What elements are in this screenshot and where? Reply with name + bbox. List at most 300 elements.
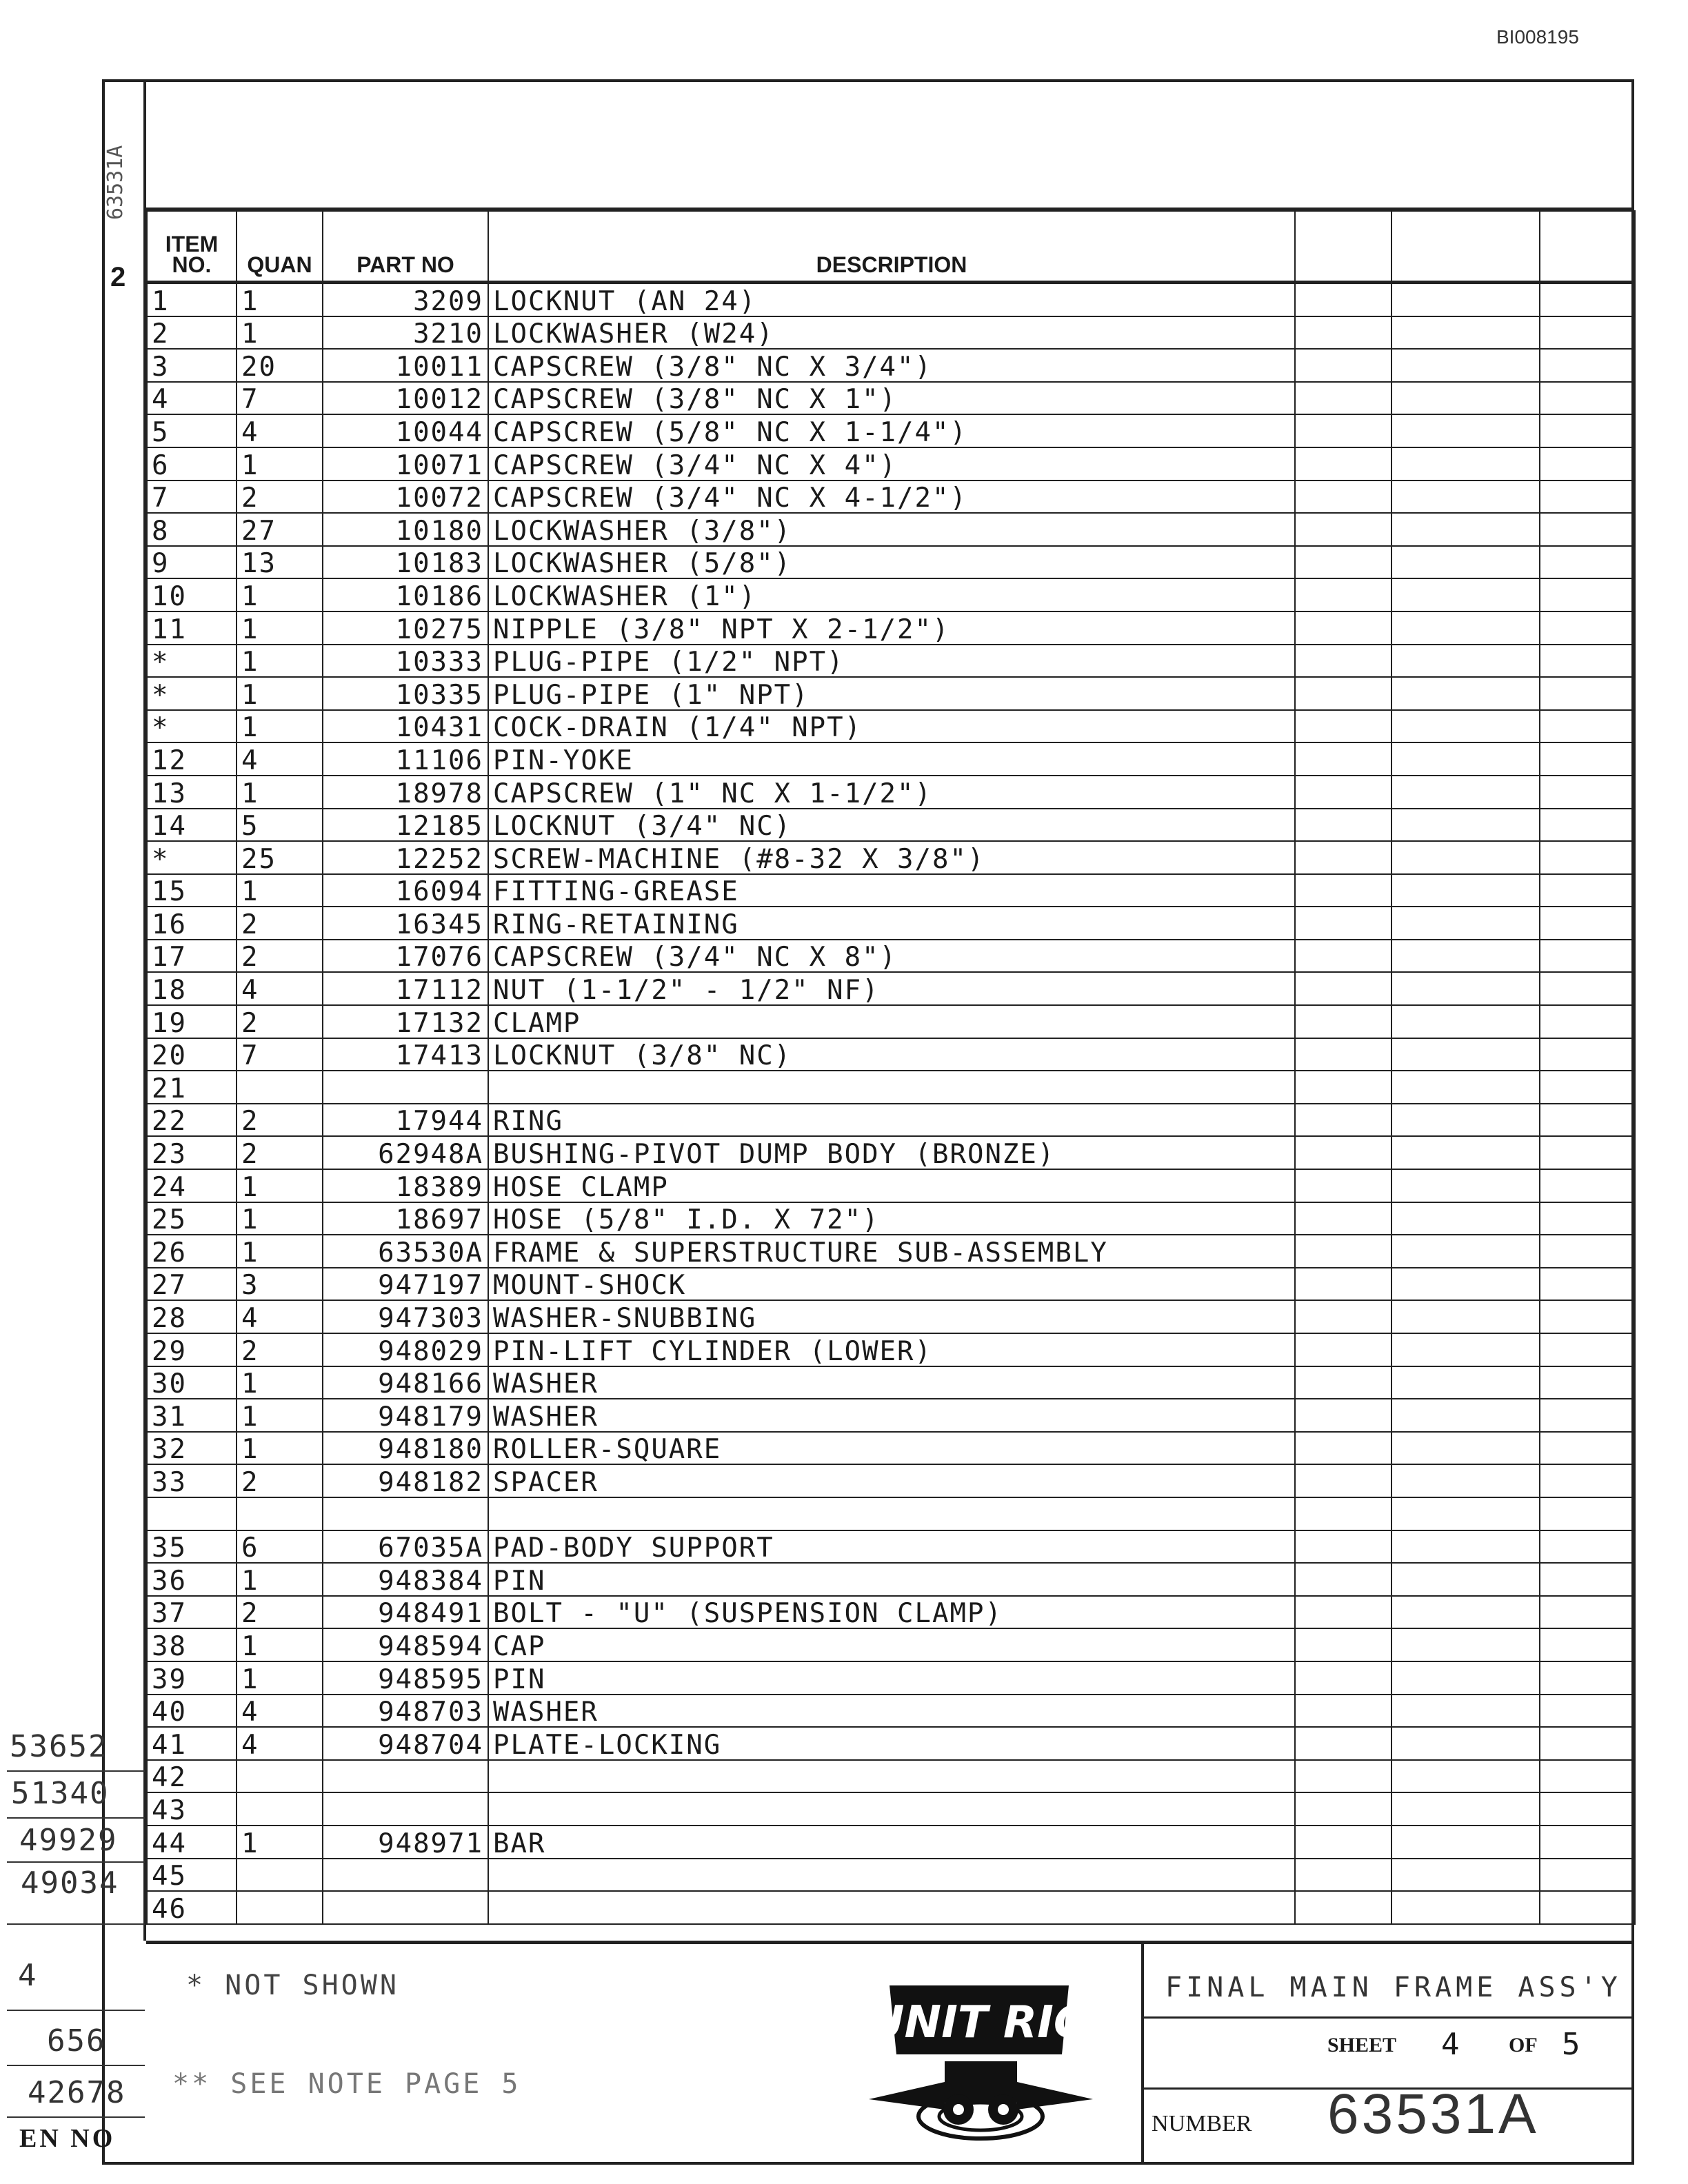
- item-no-cell: [147, 1497, 237, 1530]
- description-cell: LOCKWASHER (3/8"): [488, 513, 1295, 546]
- extra-cell-3: [1540, 1104, 1635, 1137]
- extra-cell-2: [1391, 1792, 1540, 1826]
- quantity-cell: 1: [237, 1432, 323, 1465]
- extra-cell-1: [1295, 1399, 1391, 1432]
- part-no-cell: [323, 1891, 488, 1924]
- sheet-number: 4: [1441, 2027, 1460, 2062]
- part-no-cell: [323, 1071, 488, 1104]
- quantity-cell: 1: [237, 1366, 323, 1399]
- extra-cell-2: [1391, 874, 1540, 907]
- extra-cell-3: [1540, 710, 1635, 743]
- part-no-cell: 10044: [323, 414, 488, 447]
- extra-cell-2: [1391, 1628, 1540, 1661]
- part-no-cell: 3209: [323, 283, 488, 316]
- item-no-cell: 12: [147, 742, 237, 776]
- extra-cell-3: [1540, 283, 1635, 316]
- part-no-cell: [323, 1497, 488, 1530]
- item-no-cell: 2: [147, 316, 237, 350]
- extra-cell-2: [1391, 1071, 1540, 1104]
- part-no-cell: 948491: [323, 1596, 488, 1629]
- part-no-cell: 12252: [323, 841, 488, 874]
- extra-cell-3: [1540, 1826, 1635, 1859]
- extra-cell-2: [1391, 677, 1540, 710]
- extra-cell-1: [1295, 513, 1391, 546]
- extra-cell-2: [1391, 1530, 1540, 1564]
- extra-cell-1: [1295, 1268, 1391, 1301]
- item-no-cell: 21: [147, 1071, 237, 1104]
- item-no-cell: *: [147, 710, 237, 743]
- table-row: [147, 1628, 1635, 1661]
- quantity-cell: 1: [237, 283, 323, 316]
- quantity-cell: [237, 1071, 323, 1104]
- drawing-title: FINAL MAIN FRAME ASS'Y: [1165, 1972, 1622, 2003]
- quantity-cell: 13: [237, 546, 323, 579]
- item-no-cell: 3: [147, 349, 237, 382]
- table-row: [147, 1826, 1635, 1859]
- extra-cell-3: [1540, 1792, 1635, 1826]
- extra-cell-2: [1391, 414, 1540, 447]
- part-no-cell: [323, 1792, 488, 1826]
- item-no-cell: 27: [147, 1268, 237, 1301]
- part-no-cell: 10186: [323, 578, 488, 611]
- item-no-cell: 18: [147, 972, 237, 1005]
- part-no-cell: 67035A: [323, 1530, 488, 1564]
- extra-cell-3: [1540, 1005, 1635, 1038]
- quantity-cell: 2: [237, 940, 323, 973]
- quantity-cell: 27: [237, 513, 323, 546]
- part-no-cell: 947303: [323, 1300, 488, 1333]
- parts-rows: [147, 283, 1635, 1924]
- quantity-cell: [237, 1760, 323, 1793]
- header-quan: QUAN: [237, 211, 323, 283]
- extra-cell-1: [1295, 1826, 1391, 1859]
- description-cell: COCK-DRAIN (1/4" NPT): [488, 710, 1295, 743]
- extra-cell-1: [1295, 382, 1391, 415]
- extra-cell-2: [1391, 578, 1540, 611]
- description-cell: SCREW-MACHINE (#8-32 X 3/8"): [488, 841, 1295, 874]
- description-cell: CAPSCREW (3/8" NC X 3/4"): [488, 349, 1295, 382]
- table-row: [147, 1169, 1635, 1202]
- margin-line: [7, 1861, 145, 1863]
- extra-cell-2: [1391, 1169, 1540, 1202]
- extra-cell-1: [1295, 1333, 1391, 1366]
- quantity-cell: 5: [237, 809, 323, 842]
- parts-list-table: [146, 210, 1636, 1925]
- item-no-cell: 42: [147, 1760, 237, 1793]
- extra-cell-3: [1540, 1661, 1635, 1695]
- quantity-cell: 1: [237, 1628, 323, 1661]
- part-no-cell: 17132: [323, 1005, 488, 1038]
- header-description: DESCRIPTION: [488, 211, 1295, 283]
- extra-cell-1: [1295, 742, 1391, 776]
- item-no-cell: 24: [147, 1169, 237, 1202]
- extra-cell-3: [1540, 1695, 1635, 1728]
- extra-cell-3: [1540, 1038, 1635, 1071]
- part-no-cell: 948182: [323, 1464, 488, 1497]
- extra-cell-3: [1540, 546, 1635, 579]
- sheet-label: SHEET: [1327, 2034, 1397, 2056]
- margin-change-number: 656: [47, 2023, 106, 2059]
- quantity-cell: [237, 1497, 323, 1530]
- extra-cell-3: [1540, 1891, 1635, 1924]
- description-cell: PIN: [488, 1661, 1295, 1695]
- extra-cell-3: [1540, 349, 1635, 382]
- extra-cell-1: [1295, 349, 1391, 382]
- description-cell: SPACER: [488, 1464, 1295, 1497]
- margin-line: [7, 1817, 145, 1819]
- note-see-page: ** SEE NOTE PAGE 5: [172, 2068, 521, 2100]
- item-no-cell: 35: [147, 1530, 237, 1564]
- extra-cell-1: [1295, 907, 1391, 940]
- table-row: [147, 513, 1635, 546]
- part-no-cell: 10011: [323, 349, 488, 382]
- extra-cell-2: [1391, 1202, 1540, 1235]
- quantity-cell: 1: [237, 1563, 323, 1596]
- table-row: [147, 611, 1635, 645]
- extra-cell-1: [1295, 1661, 1391, 1695]
- extra-cell-2: [1391, 1464, 1540, 1497]
- table-row: [147, 1104, 1635, 1137]
- item-no-cell: 26: [147, 1235, 237, 1268]
- part-no-cell: 948704: [323, 1727, 488, 1760]
- unit-rig-logo-icon: [862, 1972, 1100, 2147]
- table-row: [147, 907, 1635, 940]
- description-cell: [488, 1071, 1295, 1104]
- item-no-cell: 30: [147, 1366, 237, 1399]
- description-cell: WASHER: [488, 1695, 1295, 1728]
- extra-cell-2: [1391, 1366, 1540, 1399]
- item-no-cell: 11: [147, 611, 237, 645]
- extra-cell-1: [1295, 611, 1391, 645]
- extra-cell-2: [1391, 645, 1540, 678]
- margin-change-number: 4: [18, 1958, 38, 1993]
- extra-cell-1: [1295, 1038, 1391, 1071]
- description-cell: BAR: [488, 1826, 1295, 1859]
- extra-cell-2: [1391, 1235, 1540, 1268]
- part-no-cell: 62948A: [323, 1136, 488, 1169]
- header-part-no: PART NO: [323, 211, 488, 283]
- extra-cell-3: [1540, 1859, 1635, 1892]
- extra-cell-2: [1391, 1432, 1540, 1465]
- table-row: [147, 645, 1635, 678]
- extra-cell-2: [1391, 1300, 1540, 1333]
- part-no-cell: 10012: [323, 382, 488, 415]
- extra-cell-1: [1295, 1071, 1391, 1104]
- part-no-cell: 10071: [323, 447, 488, 481]
- item-no-cell: 45: [147, 1859, 237, 1892]
- of-label: OF: [1509, 2034, 1538, 2056]
- table-row: [147, 1432, 1635, 1465]
- description-cell: LOCKWASHER (W24): [488, 316, 1295, 350]
- extra-cell-3: [1540, 481, 1635, 514]
- table-header-row: [147, 211, 1635, 283]
- extra-cell-1: [1295, 447, 1391, 481]
- extra-cell-3: [1540, 1300, 1635, 1333]
- table-row: [147, 1235, 1635, 1268]
- extra-cell-3: [1540, 776, 1635, 809]
- part-no-cell: 17944: [323, 1104, 488, 1137]
- extra-cell-2: [1391, 283, 1540, 316]
- extra-cell-1: [1295, 316, 1391, 350]
- part-no-cell: 17112: [323, 972, 488, 1005]
- description-cell: [488, 1760, 1295, 1793]
- description-cell: FITTING-GREASE: [488, 874, 1295, 907]
- item-no-cell: 13: [147, 776, 237, 809]
- table-row: [147, 710, 1635, 743]
- part-no-cell: 10333: [323, 645, 488, 678]
- extra-cell-1: [1295, 283, 1391, 316]
- extra-cell-3: [1540, 611, 1635, 645]
- margin-line: [7, 1770, 145, 1772]
- table-row: [147, 1005, 1635, 1038]
- description-cell: PLATE-LOCKING: [488, 1727, 1295, 1760]
- extra-cell-3: [1540, 972, 1635, 1005]
- table-row: [147, 1038, 1635, 1071]
- description-cell: FRAME & SUPERSTRUCTURE SUB-ASSEMBLY: [488, 1235, 1295, 1268]
- extra-cell-1: [1295, 1366, 1391, 1399]
- part-no-cell: 948595: [323, 1661, 488, 1695]
- description-cell: CAPSCREW (5/8" NC X 1-1/4"): [488, 414, 1295, 447]
- extra-cell-2: [1391, 1859, 1540, 1892]
- extra-cell-3: [1540, 513, 1635, 546]
- margin-change-number: 53652: [10, 1729, 108, 1764]
- quantity-cell: 1: [237, 710, 323, 743]
- extra-cell-1: [1295, 874, 1391, 907]
- extra-cell-1: [1295, 1497, 1391, 1530]
- extra-cell-1: [1295, 841, 1391, 874]
- extra-cell-3: [1540, 1071, 1635, 1104]
- extra-cell-2: [1391, 1497, 1540, 1530]
- part-no-cell: 18389: [323, 1169, 488, 1202]
- extra-cell-3: [1540, 1727, 1635, 1760]
- extra-cell-1: [1295, 776, 1391, 809]
- extra-cell-2: [1391, 382, 1540, 415]
- extra-cell-1: [1295, 414, 1391, 447]
- header-area: [146, 79, 1634, 210]
- quantity-cell: [237, 1792, 323, 1826]
- item-no-cell: *: [147, 677, 237, 710]
- item-no-cell: 41: [147, 1727, 237, 1760]
- title-divider: [1141, 2016, 1634, 2019]
- extra-cell-1: [1295, 1005, 1391, 1038]
- drawing-number: 63531A: [1327, 2083, 1539, 2145]
- quantity-cell: 1: [237, 1202, 323, 1235]
- extra-cell-3: [1540, 1333, 1635, 1366]
- table-row: [147, 1563, 1635, 1596]
- table-row: [147, 1202, 1635, 1235]
- part-no-cell: 948703: [323, 1695, 488, 1728]
- part-no-cell: 947197: [323, 1268, 488, 1301]
- table-row: [147, 1596, 1635, 1629]
- part-no-cell: 3210: [323, 316, 488, 350]
- extra-cell-2: [1391, 1826, 1540, 1859]
- margin-line: [7, 2065, 145, 2066]
- item-no-cell: 33: [147, 1464, 237, 1497]
- extra-cell-2: [1391, 1695, 1540, 1728]
- item-no-cell: 20: [147, 1038, 237, 1071]
- extra-cell-3: [1540, 940, 1635, 973]
- quantity-cell: 20: [237, 349, 323, 382]
- item-no-cell: 37: [147, 1596, 237, 1629]
- table-row: [147, 874, 1635, 907]
- extra-cell-1: [1295, 1202, 1391, 1235]
- part-no-cell: 16345: [323, 907, 488, 940]
- extra-cell-2: [1391, 907, 1540, 940]
- item-no-cell: 15: [147, 874, 237, 907]
- quantity-cell: 1: [237, 645, 323, 678]
- quantity-cell: 1: [237, 1169, 323, 1202]
- description-cell: LOCKNUT (3/4" NC): [488, 809, 1295, 842]
- extra-cell-3: [1540, 907, 1635, 940]
- description-cell: LOCKWASHER (1"): [488, 578, 1295, 611]
- extra-cell-2: [1391, 1760, 1540, 1793]
- margin-change-number: 51340: [11, 1776, 110, 1811]
- description-cell: WASHER: [488, 1399, 1295, 1432]
- description-cell: BUSHING-PIVOT DUMP BODY (BRONZE): [488, 1136, 1295, 1169]
- part-no-cell: 18697: [323, 1202, 488, 1235]
- extra-cell-1: [1295, 1104, 1391, 1137]
- part-no-cell: 948180: [323, 1432, 488, 1465]
- table-row: [147, 1891, 1635, 1924]
- table-row: [147, 349, 1635, 382]
- extra-cell-1: [1295, 940, 1391, 973]
- table-row: [147, 1333, 1635, 1366]
- table-row: [147, 1497, 1635, 1530]
- extra-cell-2: [1391, 1005, 1540, 1038]
- item-no-cell: 43: [147, 1792, 237, 1826]
- table-row: [147, 316, 1635, 350]
- quantity-cell: 4: [237, 1300, 323, 1333]
- part-no-cell: 10183: [323, 546, 488, 579]
- item-no-cell: 44: [147, 1826, 237, 1859]
- item-no-cell: 7: [147, 481, 237, 514]
- extra-cell-2: [1391, 481, 1540, 514]
- extra-cell-1: [1295, 677, 1391, 710]
- logo-text: UNIT RIG: [868, 1997, 1090, 2048]
- table-row: [147, 1727, 1635, 1760]
- extra-cell-2: [1391, 809, 1540, 842]
- table-row: [147, 1464, 1635, 1497]
- extra-cell-1: [1295, 1792, 1391, 1826]
- extra-cell-1: [1295, 1235, 1391, 1268]
- description-cell: WASHER: [488, 1366, 1295, 1399]
- item-no-cell: *: [147, 841, 237, 874]
- description-cell: CAP: [488, 1628, 1295, 1661]
- extra-cell-3: [1540, 1169, 1635, 1202]
- quantity-cell: [237, 1891, 323, 1924]
- quantity-cell: 1: [237, 611, 323, 645]
- extra-cell-3: [1540, 874, 1635, 907]
- extra-cell-1: [1295, 546, 1391, 579]
- extra-cell-3: [1540, 1136, 1635, 1169]
- quantity-cell: 2: [237, 1136, 323, 1169]
- description-cell: CAPSCREW (1" NC X 1-1/2"): [488, 776, 1295, 809]
- extra-cell-1: [1295, 1136, 1391, 1169]
- part-no-cell: 10180: [323, 513, 488, 546]
- header-extra-3: [1540, 211, 1635, 283]
- description-cell: PIN-YOKE: [488, 742, 1295, 776]
- extra-cell-3: [1540, 1530, 1635, 1564]
- item-no-cell: 4: [147, 382, 237, 415]
- quantity-cell: 4: [237, 414, 323, 447]
- header-item-no: ITEM NO.: [147, 211, 237, 283]
- extra-cell-2: [1391, 1727, 1540, 1760]
- table-row: [147, 809, 1635, 842]
- extra-cell-3: [1540, 1497, 1635, 1530]
- extra-cell-3: [1540, 1268, 1635, 1301]
- item-no-cell: 10: [147, 578, 237, 611]
- extra-cell-1: [1295, 481, 1391, 514]
- item-no-cell: 38: [147, 1628, 237, 1661]
- table-row: [147, 1366, 1635, 1399]
- part-no-cell: 948166: [323, 1366, 488, 1399]
- item-no-cell: 14: [147, 809, 237, 842]
- part-no-cell: 948594: [323, 1628, 488, 1661]
- extra-cell-1: [1295, 1563, 1391, 1596]
- part-no-cell: 948384: [323, 1563, 488, 1596]
- item-no-cell: 5: [147, 414, 237, 447]
- table-row: [147, 1268, 1635, 1301]
- extra-cell-3: [1540, 382, 1635, 415]
- extra-cell-1: [1295, 578, 1391, 611]
- quantity-cell: 2: [237, 1104, 323, 1137]
- item-no-cell: 39: [147, 1661, 237, 1695]
- description-cell: CAPSCREW (3/8" NC X 1"): [488, 382, 1295, 415]
- extra-cell-2: [1391, 776, 1540, 809]
- item-no-cell: 17: [147, 940, 237, 973]
- extra-cell-1: [1295, 972, 1391, 1005]
- extra-cell-2: [1391, 447, 1540, 481]
- item-no-cell: 31: [147, 1399, 237, 1432]
- description-cell: LOCKNUT (3/8" NC): [488, 1038, 1295, 1071]
- description-cell: PIN-LIFT CYLINDER (LOWER): [488, 1333, 1295, 1366]
- quantity-cell: 25: [237, 841, 323, 874]
- item-no-cell: 23: [147, 1136, 237, 1169]
- margin-change-number: 49929: [19, 1823, 118, 1858]
- extra-cell-3: [1540, 1235, 1635, 1268]
- extra-cell-3: [1540, 1366, 1635, 1399]
- extra-cell-2: [1391, 1563, 1540, 1596]
- extra-cell-3: [1540, 677, 1635, 710]
- header-extra-1: [1295, 211, 1391, 283]
- quantity-cell: 4: [237, 742, 323, 776]
- part-no-cell: 948029: [323, 1333, 488, 1366]
- description-cell: NUT (1-1/2" - 1/2" NF): [488, 972, 1295, 1005]
- extra-cell-2: [1391, 611, 1540, 645]
- item-no-cell: 28: [147, 1300, 237, 1333]
- margin-change-number: 49034: [21, 1866, 119, 1901]
- part-no-cell: [323, 1859, 488, 1892]
- description-cell: CAPSCREW (3/4" NC X 4-1/2"): [488, 481, 1295, 514]
- extra-cell-1: [1295, 809, 1391, 842]
- part-no-cell: 17076: [323, 940, 488, 973]
- part-no-cell: 10431: [323, 710, 488, 743]
- extra-cell-2: [1391, 1596, 1540, 1629]
- extra-cell-2: [1391, 1038, 1540, 1071]
- extra-cell-3: [1540, 414, 1635, 447]
- table-row: [147, 1760, 1635, 1793]
- part-no-cell: 18978: [323, 776, 488, 809]
- table-row: [147, 382, 1635, 415]
- item-no-cell: 1: [147, 283, 237, 316]
- table-row: [147, 972, 1635, 1005]
- extra-cell-3: [1540, 742, 1635, 776]
- extra-cell-1: [1295, 1596, 1391, 1629]
- margin-line: [7, 1923, 145, 1925]
- description-cell: LOCKWASHER (5/8"): [488, 546, 1295, 579]
- description-cell: RING: [488, 1104, 1295, 1137]
- table-row: [147, 1661, 1635, 1695]
